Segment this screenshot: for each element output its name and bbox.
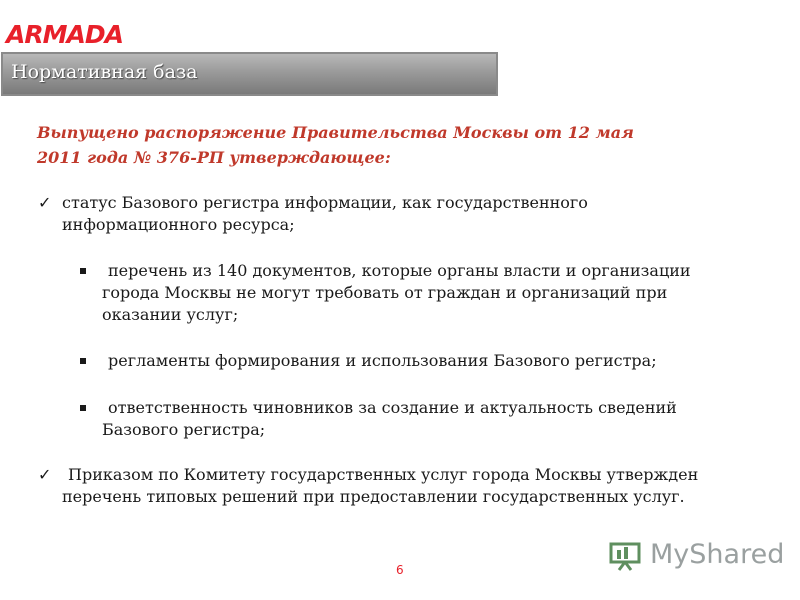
item-line: ответственность чиновников за создание и актуальность сведений: [108, 398, 677, 417]
sub-item-responsibility: [102, 397, 782, 441]
armada-logo: ARMADA: [6, 20, 123, 49]
slide-heading: [37, 120, 737, 170]
sub-item-regulations: [102, 350, 782, 372]
section-title-bar: [1, 52, 498, 96]
item-line: Приказом по Комитету государственных услуг города Москвы утвержден: [68, 465, 699, 484]
heading-line-1: Выпущено распоряжение Правительства Москвы от 12 мая: [37, 123, 634, 142]
square-bullet-icon: [80, 268, 86, 274]
list-item-status: [62, 192, 762, 236]
myshared-watermark: [606, 537, 785, 575]
sub-item-documents: [102, 260, 782, 326]
page-number: 6: [396, 563, 404, 577]
square-bullet-icon: [80, 358, 86, 364]
check-icon: ✓: [38, 193, 52, 212]
item-line: перечень типовых решений при предоставлении государственных услуг.: [62, 487, 685, 506]
item-line: регламенты формирования и использования Базового регистра;: [108, 351, 657, 370]
item-line: информационного ресурса;: [62, 215, 295, 234]
square-bullet-icon: [80, 405, 86, 411]
check-icon: ✓: [38, 465, 52, 484]
section-title: Нормативная база: [11, 61, 198, 83]
heading-line-2: 2011 года № 376-РП утверждающее:: [37, 148, 391, 167]
list-item-order: [62, 464, 782, 508]
item-line: Базового регистра;: [102, 420, 266, 439]
item-line: города Москвы не могут требовать от граждан и организаций при: [102, 283, 668, 302]
item-line: перечень из 140 документов, которые органы власти и организации: [108, 261, 691, 280]
presentation-board-icon: [608, 541, 644, 571]
item-line: оказании услуг;: [102, 305, 239, 324]
item-line: статус Базового регистра информации, как государственного: [62, 193, 588, 212]
watermark-text: MyShared: [650, 539, 785, 570]
